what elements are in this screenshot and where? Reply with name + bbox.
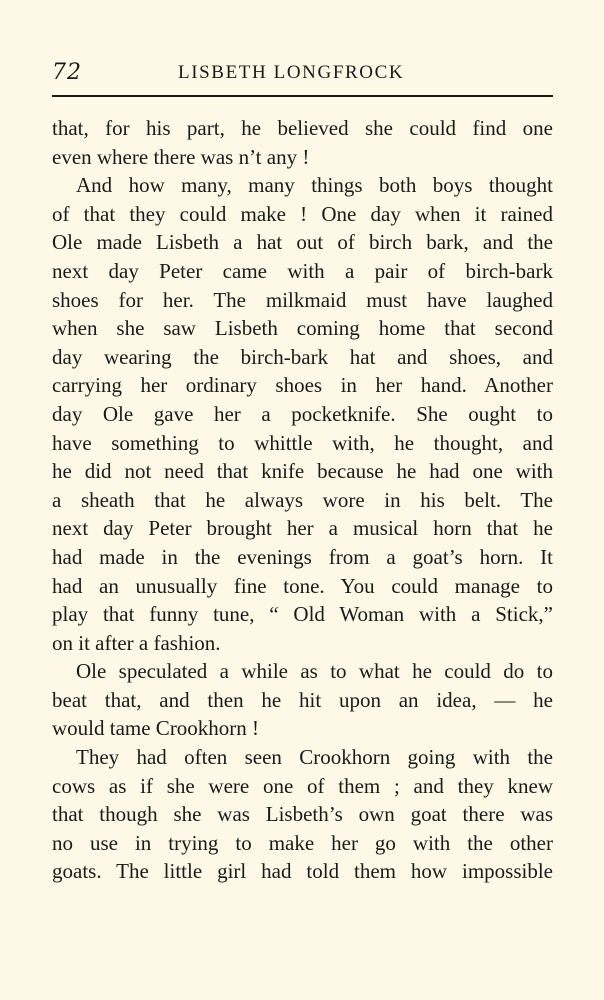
text-line: have something to whittle with, he thought, and — [52, 430, 553, 455]
text-line: a sheath that he always wore in his belt. The — [52, 487, 553, 512]
text-line: day wearing the birch-bark hat and shoes, and — [52, 344, 553, 369]
text-line: carrying her ordinary shoes in her hand. Another — [52, 373, 553, 398]
text-line: day Ole gave her a pocketknife. She ought to — [52, 401, 553, 426]
text-line: Ole made Lisbeth a hat out of birch bark, and the — [52, 230, 553, 255]
text-line: Ole speculated a while as to what he could do to — [76, 659, 553, 684]
text-line: when she saw Lisbeth coming home that second — [52, 316, 553, 341]
text-line: next day Peter came with a pair of birch-bark — [52, 258, 553, 283]
text-line: And how many, many things both boys thought — [76, 173, 553, 198]
text-line: no use in trying to make her go with the other — [52, 830, 553, 855]
text-line: that, for his part, he believed she could find one — [52, 116, 553, 140]
page-header — [44, 60, 554, 90]
text-line: of that they could make ! One day when it rained — [52, 201, 553, 226]
text-line: even where there was n’t any ! — [52, 144, 310, 169]
running-head: LISBETH LONGFROCK — [178, 62, 405, 83]
text-line: that though she was Lisbeth’s own goat there was — [52, 802, 553, 827]
text-line: cows as if she were one of them ; and they knew — [52, 773, 553, 798]
text-line: play that funny tune, “ Old Woman with a Stick,” — [52, 602, 553, 627]
text-line: had made in the evenings from a goat’s horn. It — [52, 544, 553, 569]
text-line: he did not need that knife because he had one with — [52, 459, 553, 484]
text-line: shoes for her. The milkmaid must have laughed — [52, 287, 553, 312]
header-rule — [52, 95, 553, 97]
body-text — [52, 114, 553, 886]
text-line: on it after a fashion. — [52, 630, 221, 655]
text-line: had an unusually fine tone. You could manage to — [52, 573, 553, 598]
text-line: would tame Crookhorn ! — [52, 716, 260, 741]
text-line: They had often seen Crookhorn going with the — [76, 745, 553, 770]
text-line: next day Peter brought her a musical horn that he — [52, 516, 553, 541]
text-line: beat that, and then he hit upon an idea, — he — [52, 687, 553, 712]
text-line: goats. The little girl had told them how impossible — [52, 859, 553, 884]
page-number: 72 — [52, 60, 82, 85]
